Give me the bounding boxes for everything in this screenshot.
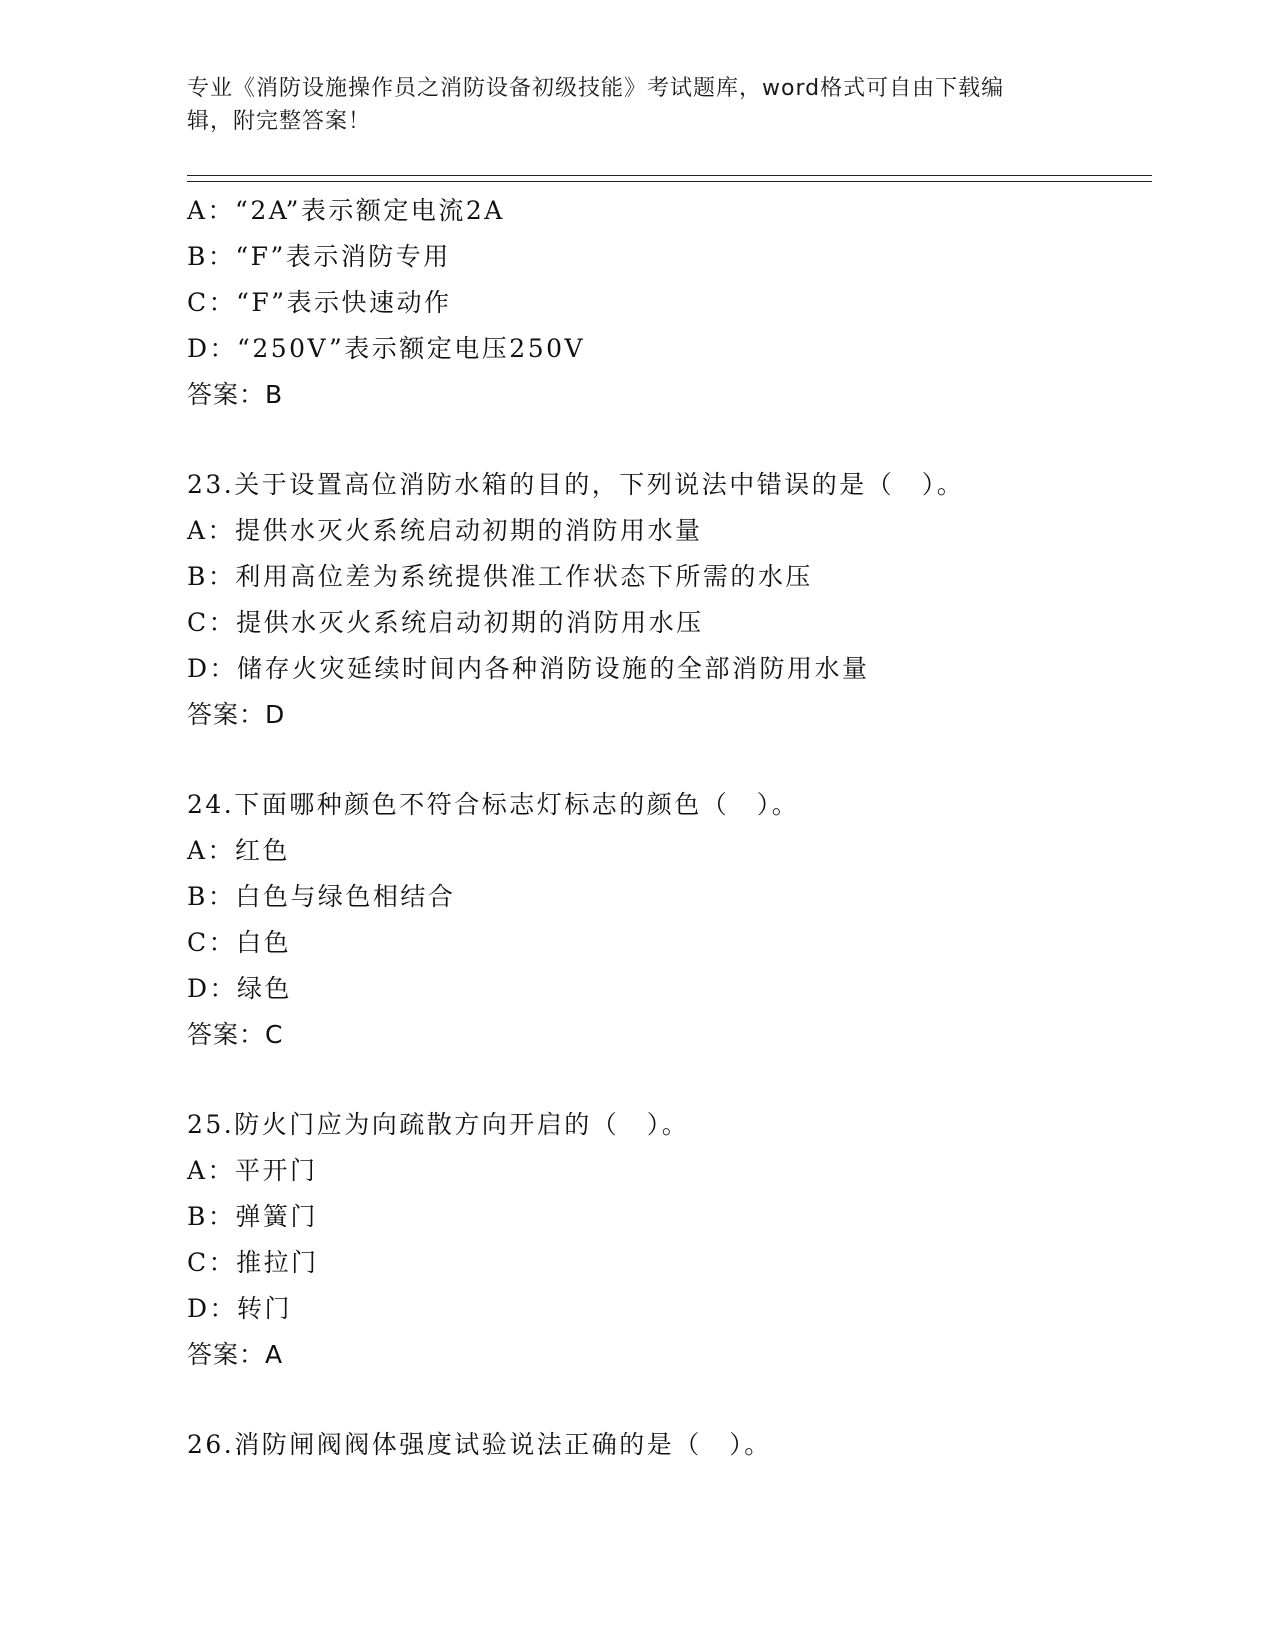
spacer	[187, 418, 1152, 462]
spacer	[187, 738, 1152, 782]
question-stem: 25.防火门应为向疏散方向开启的（ ）。	[187, 1110, 690, 1139]
header-divider-top	[187, 175, 1152, 176]
document-header	[187, 72, 1087, 138]
option-a: A：红色	[187, 836, 291, 865]
option-d: D：“250V”表示额定电压250V	[187, 334, 586, 363]
option-a: A：提供水灭火系统启动初期的消防用水量	[187, 516, 703, 545]
option-a: A：平开门	[187, 1156, 318, 1185]
spacer	[187, 1058, 1152, 1102]
question-block-22	[187, 188, 1152, 418]
question-stem: 23.关于设置高位消防水箱的目的，下列说法中错误的是（ ）。	[187, 470, 965, 499]
header-line-1: 专业《消防设施操作员之消防设备初级技能》考试题库，word格式可自由下载编	[187, 76, 1005, 101]
option-c: C：白色	[187, 928, 292, 957]
option-b: B：利用高位差为系统提供准工作状态下所需的水压	[187, 562, 813, 591]
question-block-25	[187, 1102, 1152, 1378]
header-divider-bottom	[187, 181, 1152, 182]
spacer	[187, 1378, 1152, 1422]
option-a: A：“2A”表示额定电流2A	[187, 196, 505, 225]
question-stem: 26.消防闸阀阀体强度试验说法正确的是（ ）。	[187, 1430, 772, 1459]
answer-line: 答案：C	[187, 1020, 284, 1049]
option-c: C：提供水灭火系统启动初期的消防用水压	[187, 608, 704, 637]
option-c: C：推拉门	[187, 1248, 319, 1277]
option-c: C：“F”表示快速动作	[187, 288, 452, 317]
question-block-24	[187, 782, 1152, 1058]
option-b: B：白色与绿色相结合	[187, 882, 456, 911]
option-b: B：弹簧门	[187, 1202, 318, 1231]
answer-line: 答案：D	[187, 700, 286, 729]
option-d: D：转门	[187, 1294, 293, 1323]
question-block-26	[187, 1422, 1152, 1468]
option-d: D：储存火灾延续时间内各种消防设施的全部消防用水量	[187, 654, 870, 683]
option-d: D：绿色	[187, 974, 293, 1003]
answer-line: 答案：A	[187, 1340, 284, 1369]
question-stem: 24.下面哪种颜色不符合标志灯标志的颜色（ ）。	[187, 790, 800, 819]
answer-line: 答案：B	[187, 380, 284, 409]
option-b: B：“F”表示消防专用	[187, 242, 451, 271]
question-block-23	[187, 462, 1152, 738]
question-list	[187, 188, 1152, 1468]
header-line-2: 辑，附完整答案！	[187, 109, 372, 134]
